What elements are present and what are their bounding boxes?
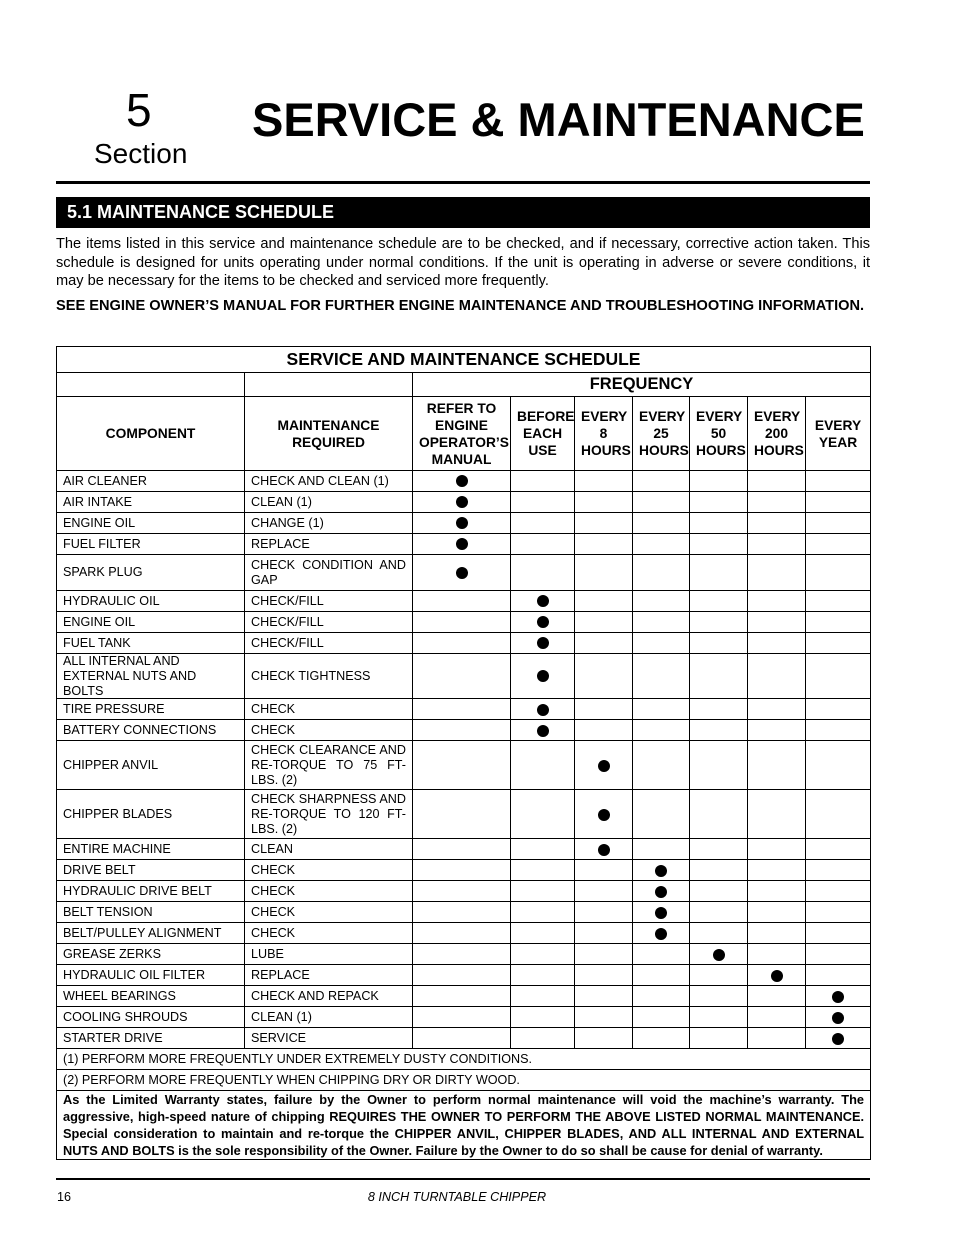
frequency-cell	[748, 471, 806, 492]
frequency-cell	[806, 839, 871, 860]
schedule-dot-icon	[537, 595, 549, 607]
frequency-cell	[633, 986, 690, 1007]
maintenance-cell: CLEAN	[245, 839, 413, 860]
schedule-dot-icon	[537, 616, 549, 628]
schedule-dot-icon	[456, 496, 468, 508]
subsection-heading: 5.1 MAINTENANCE SCHEDULE	[56, 197, 870, 228]
table-row	[57, 965, 871, 986]
section-label: Section	[94, 138, 188, 169]
table-row	[57, 902, 871, 923]
table-row	[57, 1007, 871, 1028]
maintenance-cell: CHECK	[245, 881, 413, 902]
frequency-cell	[806, 534, 871, 555]
frequency-cell	[413, 965, 511, 986]
maintenance-cell: CHECK	[245, 860, 413, 881]
frequency-cell	[748, 699, 806, 720]
component-cell: HYDRAULIC OIL FILTER	[57, 965, 245, 986]
table-row	[57, 881, 871, 902]
frequency-cell	[690, 612, 748, 633]
component-cell: ENTIRE MACHINE	[57, 839, 245, 860]
frequency-cell	[633, 1028, 690, 1049]
column-header: COMPONENT	[57, 397, 245, 471]
table-title: SERVICE AND MAINTENANCE SCHEDULE	[57, 347, 871, 373]
frequency-cell	[633, 471, 690, 492]
frequency-cell	[690, 881, 748, 902]
frequency-cell	[748, 986, 806, 1007]
component-cell: HYDRAULIC DRIVE BELT	[57, 881, 245, 902]
frequency-cell	[633, 492, 690, 513]
frequency-cell	[748, 1007, 806, 1028]
frequency-cell	[413, 591, 511, 612]
frequency-cell	[633, 555, 690, 591]
table-row	[57, 790, 871, 839]
frequency-cell	[633, 612, 690, 633]
frequency-cell	[633, 923, 690, 944]
frequency-cell	[690, 965, 748, 986]
frequency-cell	[511, 944, 575, 965]
schedule-dot-icon	[655, 865, 667, 877]
component-cell: ENGINE OIL	[57, 612, 245, 633]
maintenance-cell: CHECK	[245, 699, 413, 720]
frequency-cell	[748, 923, 806, 944]
maintenance-cell: CHECK/FILL	[245, 612, 413, 633]
frequency-cell	[511, 534, 575, 555]
engine-manual-warning: SEE ENGINE OWNER’S MANUAL FOR FURTHER ENGINE MAINTENANCE AND TROUBLESHOOTING INFORMATION.	[56, 298, 865, 314]
frequency-cell	[413, 471, 511, 492]
frequency-cell	[413, 513, 511, 534]
frequency-cell	[575, 612, 633, 633]
maintenance-cell: LUBE	[245, 944, 413, 965]
frequency-cell	[633, 513, 690, 534]
component-cell: ALL INTERNAL AND EXTERNAL NUTS AND BOLTS	[57, 654, 245, 699]
frequency-cell	[575, 881, 633, 902]
frequency-cell	[413, 534, 511, 555]
frequency-cell	[633, 699, 690, 720]
frequency-cell	[511, 1028, 575, 1049]
frequency-cell	[806, 944, 871, 965]
frequency-cell	[511, 555, 575, 591]
maintenance-cell: CHECK SHARPNESS AND RE-TORQUE TO 120 FT-LBS. (2)	[245, 790, 413, 839]
frequency-cell	[748, 965, 806, 986]
table-row	[57, 944, 871, 965]
frequency-cell	[748, 944, 806, 965]
warranty-text: As the Limited Warranty states, failure by the Owner to perform normal maintenance will void the machine’s warranty. The aggressive, high-speed nature of chipping REQUIRES THE OWNER TO PERFORM THE ABOVE LISTED NORMAL MAINTENANCE. Special consideration to maintain and re-torque the CHIPPER ANVIL, CHIPPER BLADES, AND ALL INTERNAL AND EXTERNAL NUTS AND BOLTS is the sole responsibility of the Owner. Failure by the Owner to do so shall be cause for denial of warranty.	[57, 1091, 871, 1160]
frequency-cell	[633, 860, 690, 881]
frequency-cell	[806, 790, 871, 839]
maintenance-schedule-table	[56, 346, 871, 1160]
component-cell: GREASE ZERKS	[57, 944, 245, 965]
frequency-cell	[511, 881, 575, 902]
frequency-cell	[511, 902, 575, 923]
frequency-cell	[511, 790, 575, 839]
frequency-cell	[511, 699, 575, 720]
table-row	[57, 492, 871, 513]
column-header: EVERY 50 HOURS	[690, 397, 748, 471]
footnote-text: (2) PERFORM MORE FREQUENTLY WHEN CHIPPING DRY OR DIRTY WOOD.	[57, 1070, 871, 1091]
frequency-cell	[633, 944, 690, 965]
frequency-cell	[511, 860, 575, 881]
frequency-cell	[633, 633, 690, 654]
frequency-cell	[575, 513, 633, 534]
table-row	[57, 591, 871, 612]
schedule-dot-icon	[598, 844, 610, 856]
frequency-cell	[690, 790, 748, 839]
frequency-cell	[413, 654, 511, 699]
frequency-cell	[511, 965, 575, 986]
component-cell: BELT/PULLEY ALIGNMENT	[57, 923, 245, 944]
frequency-cell	[413, 720, 511, 741]
maintenance-cell: CHECK AND REPACK	[245, 986, 413, 1007]
frequency-cell	[575, 790, 633, 839]
maintenance-cell: REPLACE	[245, 965, 413, 986]
component-cell: WHEEL BEARINGS	[57, 986, 245, 1007]
frequency-cell	[748, 902, 806, 923]
frequency-cell	[806, 699, 871, 720]
schedule-dot-icon	[713, 949, 725, 961]
frequency-cell	[633, 965, 690, 986]
frequency-cell	[748, 591, 806, 612]
frequency-cell	[690, 944, 748, 965]
frequency-cell	[413, 902, 511, 923]
maintenance-cell: CHECK/FILL	[245, 591, 413, 612]
header-rule	[56, 181, 870, 184]
footnote-row	[57, 1070, 871, 1091]
frequency-cell	[633, 881, 690, 902]
frequency-cell	[511, 471, 575, 492]
maintenance-cell: CHECK CONDITION AND GAP	[245, 555, 413, 591]
schedule-dot-icon	[598, 809, 610, 821]
frequency-cell	[690, 741, 748, 790]
schedule-dot-icon	[655, 907, 667, 919]
table-row	[57, 654, 871, 699]
maintenance-cell: CHECK	[245, 720, 413, 741]
maintenance-cell: CHECK TIGHTNESS	[245, 654, 413, 699]
frequency-cell	[806, 881, 871, 902]
table-row	[57, 1028, 871, 1049]
frequency-cell	[575, 860, 633, 881]
frequency-cell	[806, 471, 871, 492]
schedule-dot-icon	[832, 1012, 844, 1024]
frequency-cell	[413, 944, 511, 965]
frequency-cell	[575, 534, 633, 555]
frequency-cell	[575, 654, 633, 699]
frequency-cell	[511, 1007, 575, 1028]
frequency-cell	[748, 534, 806, 555]
frequency-cell	[748, 720, 806, 741]
frequency-cell	[511, 591, 575, 612]
frequency-cell	[575, 555, 633, 591]
frequency-cell	[748, 555, 806, 591]
frequency-cell	[413, 986, 511, 1007]
blank-header-cell	[57, 373, 245, 397]
component-cell: STARTER DRIVE	[57, 1028, 245, 1049]
frequency-cell	[413, 741, 511, 790]
table-row	[57, 555, 871, 591]
frequency-cell	[633, 741, 690, 790]
frequency-cell	[633, 654, 690, 699]
frequency-cell	[413, 1028, 511, 1049]
component-cell: FUEL TANK	[57, 633, 245, 654]
frequency-cell	[413, 881, 511, 902]
frequency-cell	[690, 860, 748, 881]
maintenance-cell: CLEAN (1)	[245, 1007, 413, 1028]
frequency-cell	[413, 790, 511, 839]
frequency-cell	[690, 492, 748, 513]
component-cell: CHIPPER BLADES	[57, 790, 245, 839]
component-cell: BELT TENSION	[57, 902, 245, 923]
schedule-dot-icon	[456, 475, 468, 487]
maintenance-cell: CLEAN (1)	[245, 492, 413, 513]
frequency-cell	[690, 555, 748, 591]
frequency-cell	[511, 492, 575, 513]
frequency-cell	[575, 633, 633, 654]
frequency-cell	[511, 720, 575, 741]
frequency-cell	[748, 741, 806, 790]
frequency-cell	[575, 741, 633, 790]
frequency-cell	[413, 492, 511, 513]
frequency-cell	[806, 492, 871, 513]
column-header: MAINTENANCE REQUIRED	[245, 397, 413, 471]
frequency-cell	[806, 654, 871, 699]
frequency-cell	[511, 654, 575, 699]
frequency-cell	[806, 612, 871, 633]
frequency-cell	[575, 839, 633, 860]
frequency-cell	[413, 612, 511, 633]
frequency-cell	[806, 741, 871, 790]
frequency-cell	[633, 902, 690, 923]
frequency-cell	[575, 902, 633, 923]
frequency-cell	[575, 591, 633, 612]
table-row	[57, 612, 871, 633]
frequency-cell	[690, 654, 748, 699]
component-cell: ENGINE OIL	[57, 513, 245, 534]
component-cell: HYDRAULIC OIL	[57, 591, 245, 612]
frequency-cell	[575, 923, 633, 944]
frequency-cell	[806, 986, 871, 1007]
schedule-dot-icon	[537, 725, 549, 737]
table-row	[57, 720, 871, 741]
frequency-cell	[806, 1028, 871, 1049]
frequency-cell	[806, 513, 871, 534]
frequency-cell	[748, 612, 806, 633]
frequency-cell	[806, 923, 871, 944]
schedule-dot-icon	[537, 637, 549, 649]
frequency-cell	[633, 534, 690, 555]
frequency-cell	[690, 534, 748, 555]
frequency-cell	[748, 790, 806, 839]
table-row	[57, 699, 871, 720]
frequency-cell	[633, 790, 690, 839]
frequency-cell	[690, 591, 748, 612]
frequency-cell	[690, 902, 748, 923]
frequency-cell	[748, 839, 806, 860]
frequency-cell	[690, 720, 748, 741]
table-row	[57, 534, 871, 555]
frequency-cell	[413, 1007, 511, 1028]
column-header: EVERY YEAR	[806, 397, 871, 471]
frequency-cell	[806, 633, 871, 654]
frequency-cell	[511, 923, 575, 944]
frequency-cell	[511, 839, 575, 860]
column-header: EVERY 8 HOURS	[575, 397, 633, 471]
frequency-cell	[748, 654, 806, 699]
frequency-cell	[748, 513, 806, 534]
footnote-row	[57, 1049, 871, 1070]
frequency-cell	[806, 1007, 871, 1028]
frequency-cell	[748, 492, 806, 513]
table-row	[57, 741, 871, 790]
frequency-cell	[511, 986, 575, 1007]
frequency-cell	[806, 860, 871, 881]
frequency-cell	[413, 839, 511, 860]
intro-paragraph: The items listed in this service and maintenance schedule are to be checked, and if necessary, corrective action taken. This schedule is designed for units operating under normal conditions. If the unit is operating in adverse or severe conditions, it may be necessary for the items to be checked and serviced more frequently.	[56, 236, 870, 290]
frequency-cell	[413, 699, 511, 720]
frequency-cell	[575, 944, 633, 965]
warranty-row	[57, 1091, 871, 1160]
schedule-dot-icon	[655, 886, 667, 898]
maintenance-cell: CHECK CLEARANCE AND RE-TORQUE TO 75 FT-LBS. (2)	[245, 741, 413, 790]
frequency-cell	[806, 965, 871, 986]
frequency-cell	[690, 986, 748, 1007]
column-header: REFER TO ENGINE OPERATOR’S MANUAL	[413, 397, 511, 471]
component-cell: CHIPPER ANVIL	[57, 741, 245, 790]
table-row	[57, 633, 871, 654]
table-row	[57, 513, 871, 534]
frequency-cell	[690, 1028, 748, 1049]
schedule-dot-icon	[832, 1033, 844, 1045]
frequency-cell	[690, 839, 748, 860]
frequency-cell	[633, 839, 690, 860]
maintenance-cell: CHANGE (1)	[245, 513, 413, 534]
frequency-cell	[690, 699, 748, 720]
schedule-dot-icon	[598, 760, 610, 772]
schedule-dot-icon	[456, 567, 468, 579]
table-row	[57, 471, 871, 492]
schedule-dot-icon	[832, 991, 844, 1003]
table-row	[57, 923, 871, 944]
column-header: BEFORE EACH USE	[511, 397, 575, 471]
frequency-cell	[806, 902, 871, 923]
frequency-cell	[575, 720, 633, 741]
frequency-header: FREQUENCY	[413, 373, 871, 397]
frequency-cell	[748, 860, 806, 881]
table-row	[57, 860, 871, 881]
component-cell: SPARK PLUG	[57, 555, 245, 591]
footer-title: 8 INCH TURNTABLE CHIPPER	[367, 1190, 547, 1204]
page-number: 16	[57, 1190, 72, 1204]
frequency-cell	[690, 1007, 748, 1028]
frequency-cell	[511, 741, 575, 790]
frequency-cell	[633, 1007, 690, 1028]
frequency-cell	[806, 720, 871, 741]
footer-rule	[56, 1178, 870, 1180]
frequency-cell	[413, 923, 511, 944]
component-cell: COOLING SHROUDS	[57, 1007, 245, 1028]
frequency-cell	[413, 633, 511, 654]
column-header: EVERY 25 HOURS	[633, 397, 690, 471]
frequency-cell	[748, 1028, 806, 1049]
frequency-cell	[748, 881, 806, 902]
frequency-cell	[690, 923, 748, 944]
schedule-dot-icon	[456, 517, 468, 529]
frequency-cell	[575, 492, 633, 513]
frequency-cell	[575, 965, 633, 986]
frequency-cell	[575, 1028, 633, 1049]
maintenance-cell: CHECK AND CLEAN (1)	[245, 471, 413, 492]
schedule-dot-icon	[655, 928, 667, 940]
frequency-cell	[633, 720, 690, 741]
column-header-row	[57, 397, 871, 471]
frequency-cell	[806, 555, 871, 591]
frequency-cell	[575, 699, 633, 720]
schedule-dot-icon	[537, 704, 549, 716]
frequency-cell	[690, 471, 748, 492]
maintenance-cell: SERVICE	[245, 1028, 413, 1049]
frequency-cell	[690, 633, 748, 654]
schedule-dot-icon	[771, 970, 783, 982]
frequency-cell	[511, 633, 575, 654]
frequency-cell	[748, 633, 806, 654]
page-title: SERVICE & MAINTENANCE	[252, 93, 865, 146]
blank-header-cell	[245, 373, 413, 397]
schedule-dot-icon	[456, 538, 468, 550]
frequency-cell	[511, 612, 575, 633]
frequency-cell	[575, 471, 633, 492]
frequency-cell	[575, 986, 633, 1007]
component-cell: AIR INTAKE	[57, 492, 245, 513]
component-cell: AIR CLEANER	[57, 471, 245, 492]
component-cell: TIRE PRESSURE	[57, 699, 245, 720]
section-number: 5	[126, 84, 152, 136]
maintenance-cell: REPLACE	[245, 534, 413, 555]
frequency-cell	[413, 860, 511, 881]
schedule-dot-icon	[537, 670, 549, 682]
maintenance-cell: CHECK/FILL	[245, 633, 413, 654]
frequency-cell	[806, 591, 871, 612]
component-cell: BATTERY CONNECTIONS	[57, 720, 245, 741]
maintenance-cell: CHECK	[245, 902, 413, 923]
table-row	[57, 986, 871, 1007]
component-cell: DRIVE BELT	[57, 860, 245, 881]
frequency-cell	[511, 513, 575, 534]
frequency-cell	[413, 555, 511, 591]
frequency-cell	[633, 591, 690, 612]
component-cell: FUEL FILTER	[57, 534, 245, 555]
column-header: EVERY 200 HOURS	[748, 397, 806, 471]
footnote-text: (1) PERFORM MORE FREQUENTLY UNDER EXTREMELY DUSTY CONDITIONS.	[57, 1049, 871, 1070]
table-row	[57, 839, 871, 860]
frequency-cell	[575, 1007, 633, 1028]
maintenance-cell: CHECK	[245, 923, 413, 944]
frequency-cell	[690, 513, 748, 534]
